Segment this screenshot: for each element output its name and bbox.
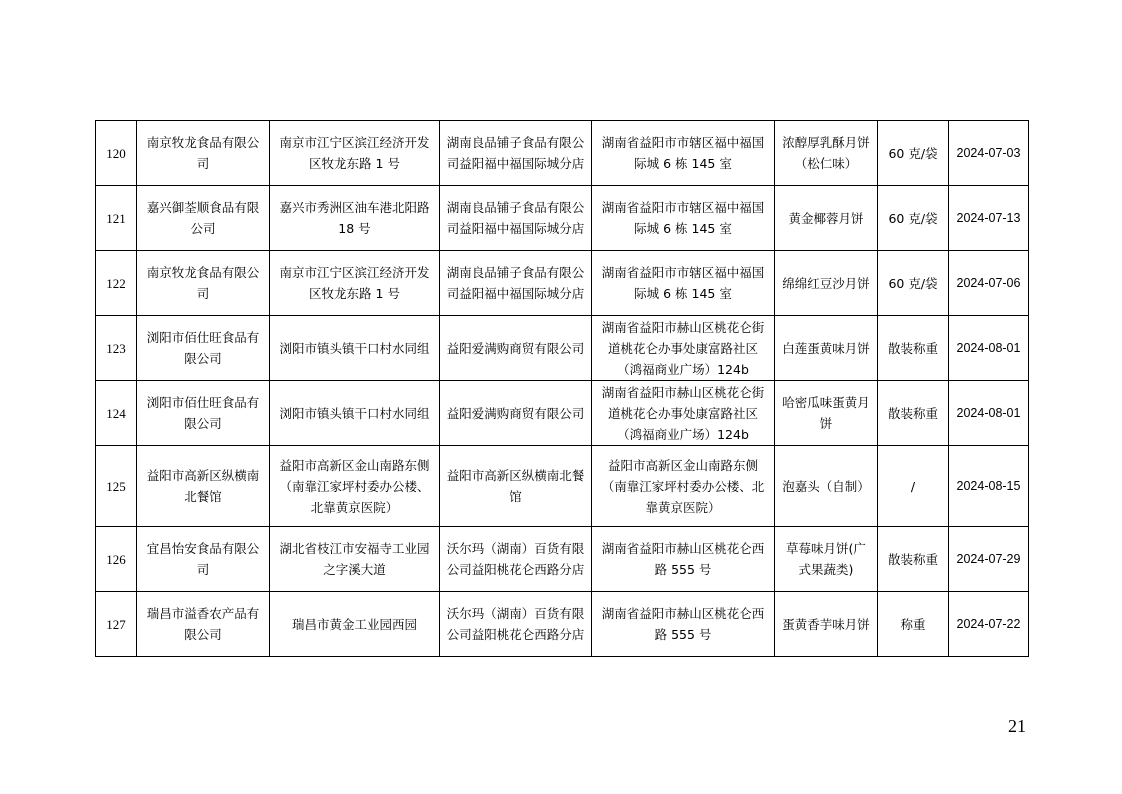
product-name: 哈密瓜味蛋黄月饼 [775, 381, 878, 446]
seller-address: 湖南省益阳市市辖区福中福国际城 6 栋 145 室 [592, 251, 775, 316]
seller-address: 湖南省益阳市赫山区桃花仑西路 555 号 [592, 592, 775, 657]
production-date: 2024-08-15 [949, 446, 1029, 527]
product-name: 白莲蛋黄味月饼 [775, 316, 878, 381]
production-date: 2024-07-06 [949, 251, 1029, 316]
row-number: 124 [96, 381, 137, 446]
product-spec: 称重 [878, 592, 949, 657]
producer-name: 宜昌怡安食品有限公司 [137, 527, 270, 592]
seller-address: 湖南省益阳市赫山区桃花仑西路 555 号 [592, 527, 775, 592]
production-date: 2024-08-01 [949, 381, 1029, 446]
product-spec: 60 克/袋 [878, 121, 949, 186]
product-spec: 60 克/袋 [878, 251, 949, 316]
sampling-results-table [95, 120, 1029, 657]
producer-address: 瑞昌市黄金工业园西园 [270, 592, 440, 657]
producer-address: 浏阳市镇头镇干口村水同组 [270, 381, 440, 446]
page-number: 21 [1008, 716, 1026, 736]
product-spec: 散装称重 [878, 527, 949, 592]
product-name: 绵绵红豆沙月饼 [775, 251, 878, 316]
producer-address: 南京市江宁区滨江经济开发区牧龙东路 1 号 [270, 251, 440, 316]
product-spec: 散装称重 [878, 316, 949, 381]
row-number: 126 [96, 527, 137, 592]
row-number: 123 [96, 316, 137, 381]
product-name: 草莓味月饼(广式果蔬类) [775, 527, 878, 592]
producer-name: 南京牧龙食品有限公司 [137, 121, 270, 186]
seller-name: 湖南良品铺子食品有限公司益阳福中福国际城分店 [440, 186, 592, 251]
seller-name: 益阳爱满购商贸有限公司 [440, 316, 592, 381]
seller-address: 湖南省益阳市市辖区福中福国际城 6 栋 145 室 [592, 121, 775, 186]
seller-address: 湖南省益阳市赫山区桃花仑街道桃花仑办事处康富路社区（鸿福商业广场）124b [592, 316, 775, 381]
table-row [96, 381, 1029, 446]
producer-address: 浏阳市镇头镇干口村水同组 [270, 316, 440, 381]
producer-name: 浏阳市佰仕旺食品有限公司 [137, 381, 270, 446]
row-number: 125 [96, 446, 137, 527]
seller-address: 湖南省益阳市市辖区福中福国际城 6 栋 145 室 [592, 186, 775, 251]
producer-address: 益阳市高新区金山南路东侧（南靠江家坪村委办公楼、北靠黄京医院） [270, 446, 440, 527]
table-row [96, 446, 1029, 527]
product-spec: 60 克/袋 [878, 186, 949, 251]
producer-name: 浏阳市佰仕旺食品有限公司 [137, 316, 270, 381]
row-number: 122 [96, 251, 137, 316]
product-name: 泡嘉头（自制） [775, 446, 878, 527]
table-row [96, 251, 1029, 316]
product-spec: 散装称重 [878, 381, 949, 446]
seller-name: 益阳市高新区纵横南北餐馆 [440, 446, 592, 527]
producer-address: 湖北省枝江市安福寺工业园之字溪大道 [270, 527, 440, 592]
producer-name: 嘉兴御荃顺食品有限公司 [137, 186, 270, 251]
row-number: 120 [96, 121, 137, 186]
producer-name: 益阳市高新区纵横南北餐馆 [137, 446, 270, 527]
producer-name: 瑞昌市溢香农产品有限公司 [137, 592, 270, 657]
production-date: 2024-07-03 [949, 121, 1029, 186]
row-number: 121 [96, 186, 137, 251]
product-name: 浓醇厚乳酥月饼（松仁味） [775, 121, 878, 186]
table-row [96, 186, 1029, 251]
producer-address: 嘉兴市秀洲区油车港北阳路 18 号 [270, 186, 440, 251]
table-row [96, 592, 1029, 657]
product-name: 黄金椰蓉月饼 [775, 186, 878, 251]
seller-name: 湖南良品铺子食品有限公司益阳福中福国际城分店 [440, 251, 592, 316]
seller-address: 湖南省益阳市赫山区桃花仑街道桃花仑办事处康富路社区（鸿福商业广场）124b [592, 381, 775, 446]
seller-address: 益阳市高新区金山南路东侧（南靠江家坪村委办公楼、北靠黄京医院） [592, 446, 775, 527]
table-row [96, 316, 1029, 381]
production-date: 2024-07-22 [949, 592, 1029, 657]
table-row [96, 121, 1029, 186]
seller-name: 益阳爱满购商贸有限公司 [440, 381, 592, 446]
production-date: 2024-07-13 [949, 186, 1029, 251]
producer-name: 南京牧龙食品有限公司 [137, 251, 270, 316]
production-date: 2024-08-01 [949, 316, 1029, 381]
seller-name: 沃尔玛（湖南）百货有限公司益阳桃花仑西路分店 [440, 592, 592, 657]
production-date: 2024-07-29 [949, 527, 1029, 592]
seller-name: 湖南良品铺子食品有限公司益阳福中福国际城分店 [440, 121, 592, 186]
product-spec: / [878, 446, 949, 527]
seller-name: 沃尔玛（湖南）百货有限公司益阳桃花仑西路分店 [440, 527, 592, 592]
producer-address: 南京市江宁区滨江经济开发区牧龙东路 1 号 [270, 121, 440, 186]
product-name: 蛋黄香芋味月饼 [775, 592, 878, 657]
row-number: 127 [96, 592, 137, 657]
table-row [96, 527, 1029, 592]
